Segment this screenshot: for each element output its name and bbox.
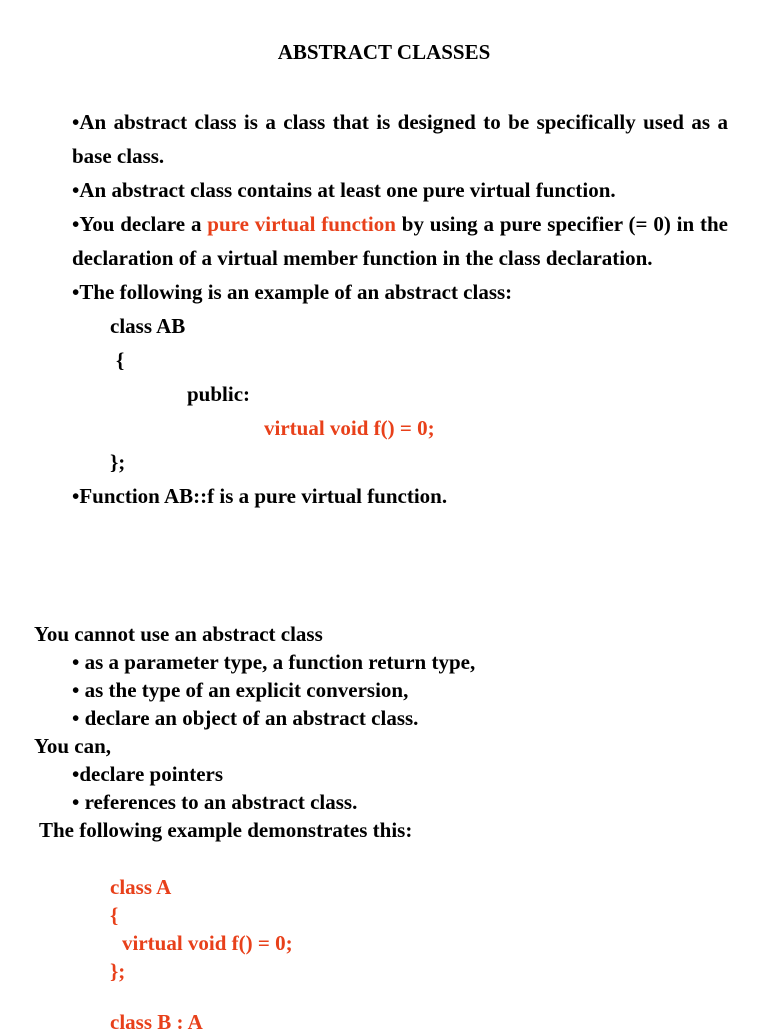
- code-example-a: [110, 873, 293, 1034]
- bullet-example-intro: •The following is an example of an abstract class:: [72, 280, 513, 304]
- highlight-term: pure virtual function: [207, 212, 396, 236]
- code-line: {: [110, 903, 119, 927]
- bullet-function-note: •Function AB::f is a pure virtual function.: [72, 484, 448, 508]
- bullet-pure-specifier: [72, 207, 728, 275]
- code-line-pure-virtual: virtual void f() = 0;: [264, 416, 435, 440]
- page-title: ABSTRACT CLASSES: [277, 40, 491, 64]
- code-example-ab: [72, 309, 728, 479]
- code-line: public:: [187, 382, 251, 406]
- code-line: virtual void f() = 0;: [122, 931, 293, 955]
- can-item: • references to an abstract class.: [72, 790, 358, 814]
- bullet-text: •You declare a: [72, 212, 208, 236]
- code-line: class AB: [110, 314, 186, 338]
- code-line: };: [110, 959, 126, 983]
- bullet-pure-virtual-requirement: •An abstract class contains at least one pure virtual function.: [72, 178, 616, 202]
- code-line: };: [110, 450, 126, 474]
- can-heading: You can,: [34, 734, 112, 758]
- bullet-abstract-definition: •An abstract class is a class that is designed to be specifically used as a base class.: [72, 110, 728, 168]
- code-line-cutoff: class B : A: [110, 1010, 203, 1034]
- code-line: class A: [110, 875, 172, 899]
- example-intro: The following example demonstrates this:: [39, 818, 413, 842]
- cannot-heading: You cannot use an abstract class: [34, 622, 323, 646]
- code-line: {: [116, 348, 125, 372]
- can-item: •declare pointers: [72, 762, 224, 786]
- cannot-item: • declare an object of an abstract class.: [72, 706, 419, 730]
- bullet-text: by using a pure specifier (= 0) in the declaration of a virtual member function in the class declaration.: [72, 212, 728, 270]
- cannot-item: • as a parameter type, a function return type,: [72, 650, 476, 674]
- cannot-item: • as the type of an explicit conversion,: [72, 678, 409, 702]
- usage-rules: [34, 620, 754, 844]
- bullet-list: [72, 105, 728, 513]
